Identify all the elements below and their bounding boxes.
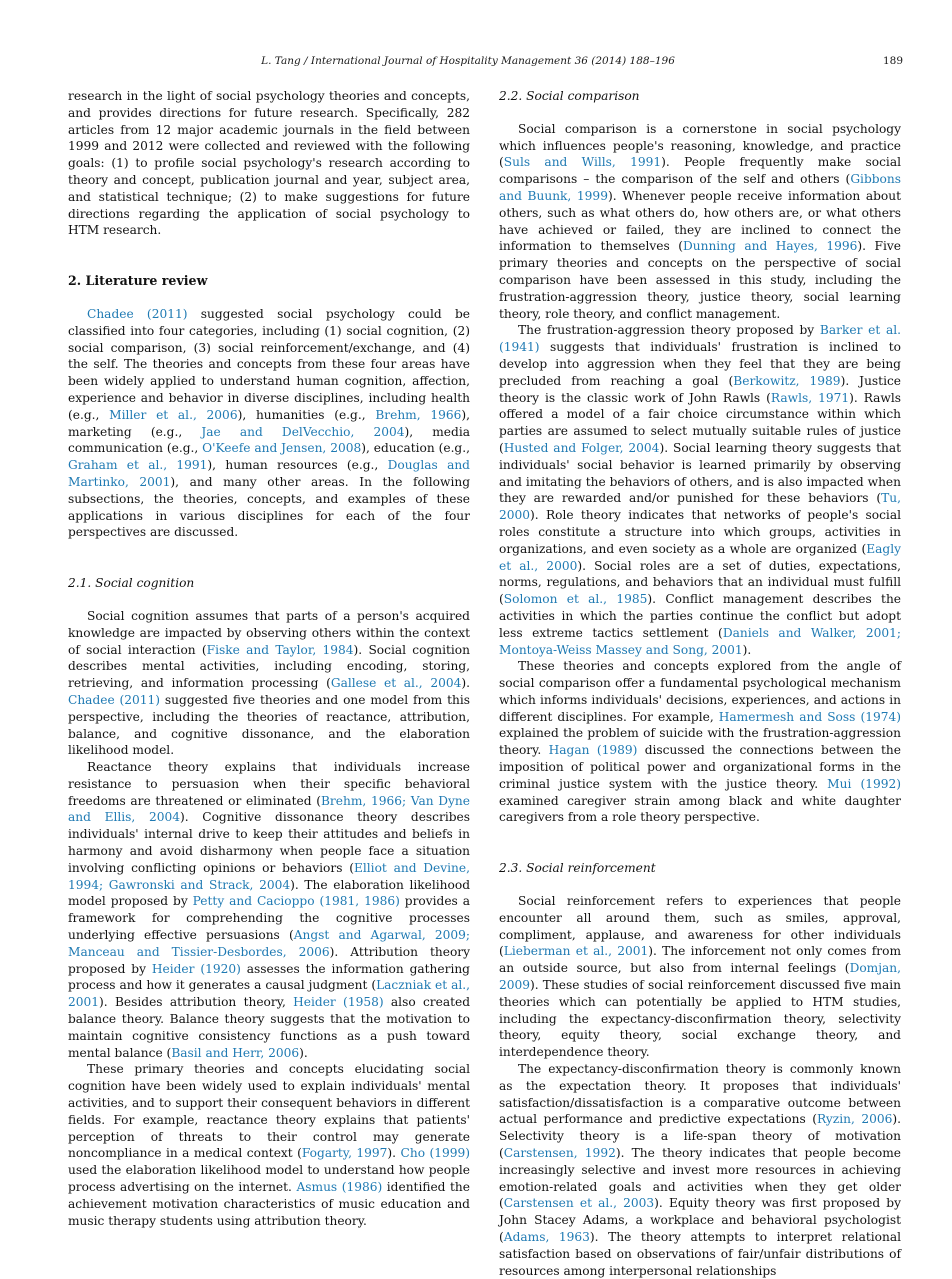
citation-link[interactable]: Angst and Agarwal, 2009; Manceau and Tissier-Desbordes, 2006 bbox=[68, 928, 471, 959]
paragraph-categories bbox=[68, 306, 470, 541]
citation-link[interactable]: Eagly et al., 2000 bbox=[499, 541, 901, 573]
citation-link[interactable]: Gibbons and Buunk, 1999 bbox=[499, 172, 901, 203]
paragraph-text: ), education (e.g., bbox=[361, 441, 470, 456]
right-column bbox=[499, 88, 901, 1279]
paragraph-text: ). bbox=[742, 642, 752, 657]
paragraph-text: ). The inforcement not only comes from an outside source, but also from internal feelings ( bbox=[499, 944, 901, 976]
paragraph-text: ), human resources (e.g., bbox=[207, 458, 388, 473]
paragraph-reactance bbox=[68, 759, 470, 1061]
paragraph-text: ). Social cognition describes mental activities, including encoding, storing, retrieving, and information processing ( bbox=[68, 642, 470, 691]
paragraph-text: assesses the information gathering process and how it generates a causal judgment ( bbox=[68, 961, 470, 993]
paragraph-text: ), and many other areas. In the following subsections, the theories, concepts, and examples of these applications in various disciplines for each of the four perspectives are discussed. bbox=[68, 474, 470, 540]
citation-link[interactable]: O'Keefe and Jensen, 2008 bbox=[202, 441, 362, 456]
citation-link[interactable]: Chadee (2011) bbox=[87, 306, 188, 321]
paragraph-expectancy-disconfirmation bbox=[499, 1061, 901, 1279]
paragraph-comparison-applications bbox=[499, 658, 901, 826]
citation-link[interactable]: Chadee (2011) bbox=[68, 692, 161, 707]
citation-link[interactable]: Carstensen et al., 2003 bbox=[503, 1196, 655, 1211]
citation-link[interactable]: Daniels and Walker, 2001; Montoya-Weiss Massey and Song, 2001 bbox=[499, 625, 901, 657]
paragraph-text: ). bbox=[461, 676, 470, 691]
paragraph-text: ). Attribution theory proposed by bbox=[68, 944, 470, 976]
citation-link[interactable]: Heider (1920) bbox=[151, 961, 241, 976]
citation-link[interactable]: Petty and Cacioppo (1981, 1986) bbox=[192, 894, 400, 909]
paragraph-text: ). Equity theory was first proposed by John Stacey Adams, a workplace and behavioral psychologist ( bbox=[499, 1196, 901, 1244]
citation-link[interactable]: Brehm, 1966 bbox=[375, 407, 462, 422]
paragraph-social-cognition bbox=[68, 608, 470, 759]
paragraph-applications bbox=[68, 1061, 470, 1229]
citation-link[interactable]: Husted and Folger, 2004 bbox=[503, 440, 660, 455]
citation-link[interactable]: Cho (1999) bbox=[400, 1146, 471, 1161]
paragraph-text: ). The theory attempts to interpret relational satisfaction based on observations of fair/unfair distributions of resources among interpersonal relationships bbox=[499, 1230, 901, 1278]
paragraph-text: ). Whenever people receive information about others, such as what others do, how others are, or what others have achieved or failed, they are inclined to connect the information to themselves ( bbox=[499, 188, 901, 254]
paragraph-text: ). Social roles are a set of duties, expectations, norms, regulations, and behaviors that an individual must fulfill ( bbox=[499, 558, 901, 607]
citation-link[interactable]: Miller et al., 2006 bbox=[109, 407, 238, 422]
paragraph-text: used the elaboration likelihood model to understand how people process advertising on the internet. bbox=[68, 1163, 470, 1195]
left-column bbox=[68, 88, 470, 1229]
paragraph-text: ), media communication (e.g., bbox=[68, 424, 470, 456]
paragraph-text: These theories and concepts explored from the angle of social comparison offer a fundamental psychological mechanism which informs individuals' decisions, experiences, and actions in different disciplines. For example, bbox=[499, 659, 901, 724]
paragraph-text: Social comparison is a cornerstone in social psychology which influences people's reasoning, knowledge, and practice ( bbox=[499, 121, 901, 170]
subsection-heading-social-cognition: 2.1. Social cognition bbox=[68, 576, 195, 591]
citation-link[interactable]: Carstensen, 1992 bbox=[503, 1146, 616, 1161]
subsection-heading-social-reinforcement: 2.3. Social reinforcement bbox=[499, 861, 656, 876]
citation-link[interactable]: Domjan, 2009 bbox=[499, 961, 901, 993]
citation-link[interactable]: Douglas and Martinko, 2001 bbox=[68, 458, 470, 489]
citation-link[interactable]: Jae and DelVecchio, 2004 bbox=[201, 424, 405, 439]
paragraph-text: ). Cognitive dissonance theory describes individuals' internal drive to keep their attitudes and beliefs in harmony and avoid disharmony when people face a situation involving conflicting opinions or behaviors ( bbox=[68, 810, 471, 875]
paragraph-text: identified the achievement motivation characteristics of music education and music therapy students using attribution theory. bbox=[68, 1180, 470, 1228]
citation-link[interactable]: Brehm, 1966; Van Dyne and Ellis, 2004 bbox=[68, 793, 470, 825]
paragraph-social-reinforcement bbox=[499, 893, 901, 1061]
paragraph-text: ). bbox=[299, 1045, 308, 1060]
paragraph-text: Social cognition assumes that parts of a person's acquired knowledge are impacted by observing others within the context of social interaction ( bbox=[68, 608, 470, 657]
page-number: 189 bbox=[882, 55, 903, 67]
citation-link[interactable]: Laczniak et al., 2001 bbox=[68, 978, 470, 1010]
citation-link[interactable]: Fiske and Taylor, 1984 bbox=[206, 642, 354, 657]
citation-link[interactable]: Gallese et al., 2004 bbox=[330, 676, 462, 691]
paragraph-text: The frustration-aggression theory proposed by bbox=[518, 323, 820, 338]
citation-link[interactable]: Mui (1992) bbox=[827, 776, 901, 791]
citation-link[interactable]: Barker et al. (1941) bbox=[499, 323, 901, 355]
paragraph-text: examined caregiver strain among black and white daughter caregivers from a role theory perspective. bbox=[499, 793, 901, 825]
citation-link[interactable]: Hagan (1989) bbox=[548, 743, 638, 758]
subsection-heading-social-comparison: 2.2. Social comparison bbox=[499, 89, 640, 103]
citation-link[interactable]: Adams, 1963 bbox=[503, 1230, 590, 1244]
citation-link[interactable]: Rawls, 1971 bbox=[770, 390, 850, 405]
paragraph-text: Reactance theory explains that individuals increase resistance to persuasion when their specific behavioral freedoms are threatened or eliminated ( bbox=[68, 760, 470, 808]
paragraph-text: ). The elaboration likelihood model proposed by bbox=[68, 877, 470, 909]
citation-link[interactable]: Berkowitz, 1989 bbox=[733, 373, 841, 388]
citation-link[interactable]: Basil and Herr, 2006 bbox=[171, 1045, 300, 1060]
citation-link[interactable]: Graham et al., 1991 bbox=[68, 458, 208, 473]
paragraph-text: ), marketing (e.g., bbox=[68, 407, 470, 439]
intro-paragraph: research in the light of social psychology theories and concepts, and provides directions for future research. Specifically, 282 articles from 12 major academic journals in the field between 1999 and 2012 were collected and reviewed with the following goals: (1) to profile social psychology's research according to theory and concept, publication journal and year, subject area, and statistical technique; (2) to make suggestions for future directions regarding the application of social psychology to HTM research. bbox=[68, 89, 470, 238]
paragraph-social-comparison bbox=[499, 121, 901, 323]
citation-link[interactable]: Heider (1958) bbox=[293, 995, 384, 1010]
citation-link[interactable]: Asmus (1986) bbox=[296, 1180, 383, 1195]
paragraph-text: ). People frequently make social comparisons – the comparison of the self and others ( bbox=[499, 155, 901, 187]
citation-link[interactable]: Lieberman et al., 2001 bbox=[503, 944, 649, 959]
paragraph-text: These primary theories and concepts elucidating social cognition have been widely used to explain individuals' mental activities, and to support their consequent behaviors in different fields. For example, reactance theory explains that patients' perception of threats to their control may generate noncompliance in a medical context ( bbox=[68, 1062, 470, 1161]
citation-link[interactable]: Fogarty, 1997 bbox=[301, 1146, 388, 1161]
paragraph-text: suggested five theories and one model from this perspective, including the theories of reactance, attribution, balance, and cognitive dissonance, and the elaboration likelihood model. bbox=[68, 692, 470, 758]
citation-link[interactable]: Dunning and Hayes, 1996 bbox=[682, 239, 858, 254]
citation-link[interactable]: Solomon et al., 1985 bbox=[503, 592, 648, 607]
citation-link[interactable]: Tu, 2000 bbox=[499, 491, 901, 523]
paragraph-text: ). The theory indicates that people become increasingly selective and invest more resources in achieving emotion-related goals and activities when they get older ( bbox=[499, 1146, 901, 1211]
running-title: L. Tang / International Journal of Hospitality Management 36 (2014) 188–196 bbox=[261, 55, 675, 67]
paragraph-text: ). Selectivity theory is a life-span theory of motivation ( bbox=[499, 1112, 901, 1161]
paragraph-text: ). These studies of social reinforcement discussed five main theories which can potentially be applied to HTM studies, including the expectancy-disconfirmation theory, selectivity theory, equity theory, social exchange theory, and interdependence theory. bbox=[499, 978, 901, 1060]
running-head bbox=[68, 55, 903, 71]
paragraph-text: suggests that individuals' frustration is inclined to develop into aggression when they feel that they are being precluded from reaching a goal ( bbox=[499, 340, 901, 388]
paragraph-text: ). Five primary theories and concepts on the perspective of social comparison have been assessed in this study, including the frustration-aggression theory, justice theory, social learning theory, role theory, and conflict management. bbox=[499, 239, 901, 321]
paragraph-frustration-aggression bbox=[499, 322, 901, 658]
citation-link[interactable]: Ryzin, 2006 bbox=[816, 1112, 893, 1127]
citation-link[interactable]: Suls and Wills, 1991 bbox=[503, 155, 662, 170]
paragraph-text: ). Role theory indicates that networks of people's social roles constitute a structure into which groups, activities in organizations, and even society as a whole are organized ( bbox=[499, 508, 901, 556]
citation-link[interactable]: Hamermesh and Soss (1974) bbox=[718, 709, 902, 724]
paragraph-text: discussed the connections between the imposition of political power and organizational forms in the criminal justice system with the justice theory. bbox=[499, 743, 901, 791]
paragraph-text: ). Rawls offered a model of a fair choice circumstance within which parties are assumed to select mutually suitable rules of justice ( bbox=[499, 390, 901, 455]
paragraph-text: also created balance theory. Balance theory suggests that the motivation to maintain cognitive consistency functions as a push toward mental balance ( bbox=[68, 995, 471, 1060]
section-heading-literature-review: 2. Literature review bbox=[68, 273, 208, 289]
paragraph-text: ). Besides attribution theory, bbox=[99, 995, 294, 1010]
paragraph-text: ). Justice theory is the classic work of John Rawls ( bbox=[499, 373, 902, 405]
paragraph-text: ). Social learning theory suggests that individuals' social behavior is learned primarily by observing and imitating the behaviors of others, and is also impacted when they are rewarded and/or punished for these behaviors ( bbox=[499, 440, 901, 506]
paragraph-text: explained the problem of suicide with the frustration-aggression theory. bbox=[499, 726, 901, 758]
paragraph-text: ). Conflict management describes the activities in which the parties continue the conflict but adopt less extreme tactics settlement ( bbox=[499, 592, 902, 640]
paragraph-text: suggested social psychology could be classified into four categories, including (1) social cognition, (2) social comparison, (3) social reinforcement/exchange, and (4) the self. The theories and concepts from these four areas have been widely applied to understand human cognition, affection, experience and behavior in diverse disciplines, including health (e.g., bbox=[68, 306, 470, 422]
paragraph-text: The expectancy-disconfirmation theory is commonly known as the expectation theory. It proposes that individuals' satisfaction/dissatisfaction is a comparative outcome between actual performance and predictive expectations ( bbox=[499, 1062, 901, 1127]
paragraph-text: Social reinforcement refers to experiences that people encounter all around them, such as smiles, approval, compliment, applause, and awareness for other individuals ( bbox=[499, 894, 901, 959]
paragraph-text: ). bbox=[387, 1146, 401, 1161]
citation-link[interactable]: Elliot and Devine, 1994; Gawronski and Strack, 2004 bbox=[68, 860, 470, 892]
paragraph-text: provides a framework for comprehending the cognitive processes underlying effective persuasions ( bbox=[68, 894, 471, 943]
paragraph-text: ), humanities (e.g., bbox=[237, 407, 376, 422]
